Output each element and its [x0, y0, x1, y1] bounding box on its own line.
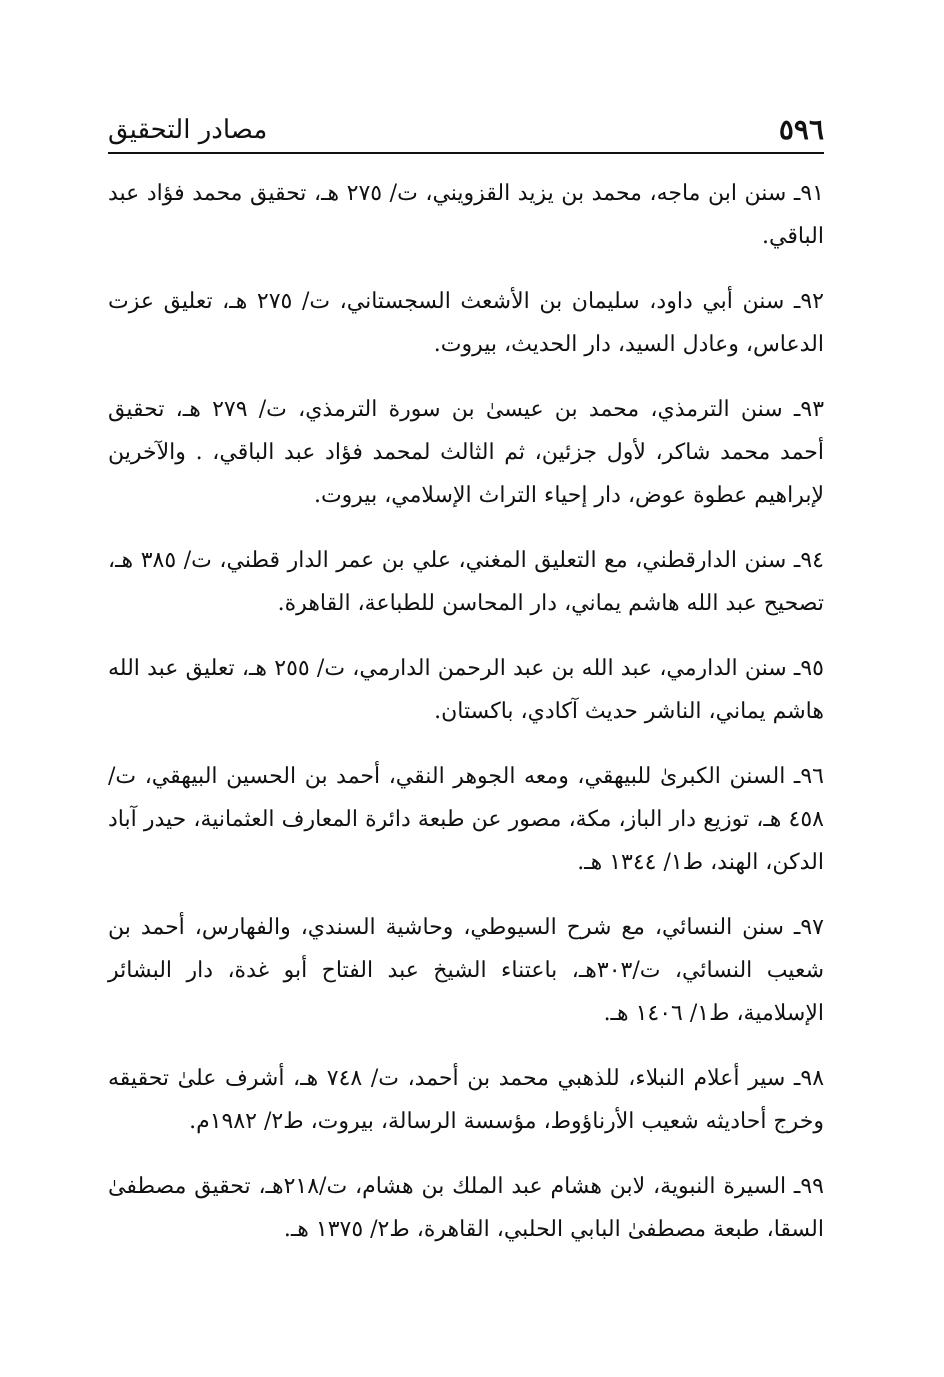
- page-number: ٥٩٦: [778, 113, 824, 146]
- bibliography-entry: ٩٤ـ سنن الدارقطني، مع التعليق المغني، علي بن عمر الدار قطني، ت/ ٣٨٥ هـ، تصحيح عبد الله هاشم يماني، دار المحاسن للطباعة، القاهرة.: [108, 548, 824, 616]
- bibliography-list: [108, 172, 824, 1273]
- bibliography-entry: ٩٥ـ سنن الدارمي، عبد الله بن عبد الرحمن الدارمي، ت/ ٢٥٥ هـ، تعليق عبد الله هاشم يماني، الناشر حديث آكادي، باكستان.: [108, 656, 824, 724]
- bibliography-entry: ٩١ـ سنن ابن ماجه، محمد بن يزيد القزويني، ت/ ٢٧٥ هـ، تحقيق محمد فؤاد عبد الباقي.: [108, 181, 824, 249]
- running-title: مصادر التحقيق: [108, 115, 268, 145]
- bibliography-entry: ٩٩ـ السيرة النبوية، لابن هشام عبد الملك بن هشام، ت/٢١٨هـ، تحقيق مصطفىٰ السقا، طبعة مصطفىٰ البابي الحلبي، القاهرة، ط٢/ ١٣٧٥ هـ.: [108, 1174, 824, 1242]
- bibliography-entry: ٩٢ـ سنن أبي داود، سليمان بن الأشعث السجستاني، ت/ ٢٧٥ هـ، تعليق عزت الدعاس، وعادل السيد، دار الحديث، بيروت.: [108, 289, 824, 357]
- bibliography-entry: ٩٦ـ السنن الكبرىٰ للبيهقي، ومعه الجوهر النقي، أحمد بن الحسين البيهقي، ت/ ٤٥٨ هـ، توزيع دار الباز، مكة، مصور عن طبعة دائرة المعارف العثمانية، حيدر آباد الدكن، الهند، ط١/ ١٣٤٤ هـ.: [108, 764, 824, 875]
- bibliography-entry: ٩٨ـ سير أعلام النبلاء، للذهبي محمد بن أحمد، ت/ ٧٤٨ هـ، أشرف علىٰ تحقيقه وخرج أحاديثه شعيب الأرناؤوط، مؤسسة الرسالة، بيروت، ط٢/ ١٩٨٢م.: [108, 1066, 825, 1134]
- header-rule: [108, 152, 824, 154]
- bibliography-entry: ٩٧ـ سنن النسائي، مع شرح السيوطي، وحاشية السندي، والفهارس، أحمد بن شعيب النسائي، ت/٣٠٣هـ، باعتناء الشيخ عبد الفتاح أبو غدة، دار البشائر الإسلامية، ط١/ ١٤٠٦ هـ.: [108, 915, 824, 1026]
- page-header: [108, 108, 824, 154]
- bibliography-entry: ٩٣ـ سنن الترمذي، محمد بن عيسىٰ بن سورة الترمذي، ت/ ٢٧٩ هـ، تحقيق أحمد محمد شاكر، لأول جزئين، ثم الثالث لمحمد فؤاد عبد الباقي، . والآخرين لإبراهيم عطوة عوض، دار إحياء التراث الإسلامي، بيروت.: [108, 397, 825, 508]
